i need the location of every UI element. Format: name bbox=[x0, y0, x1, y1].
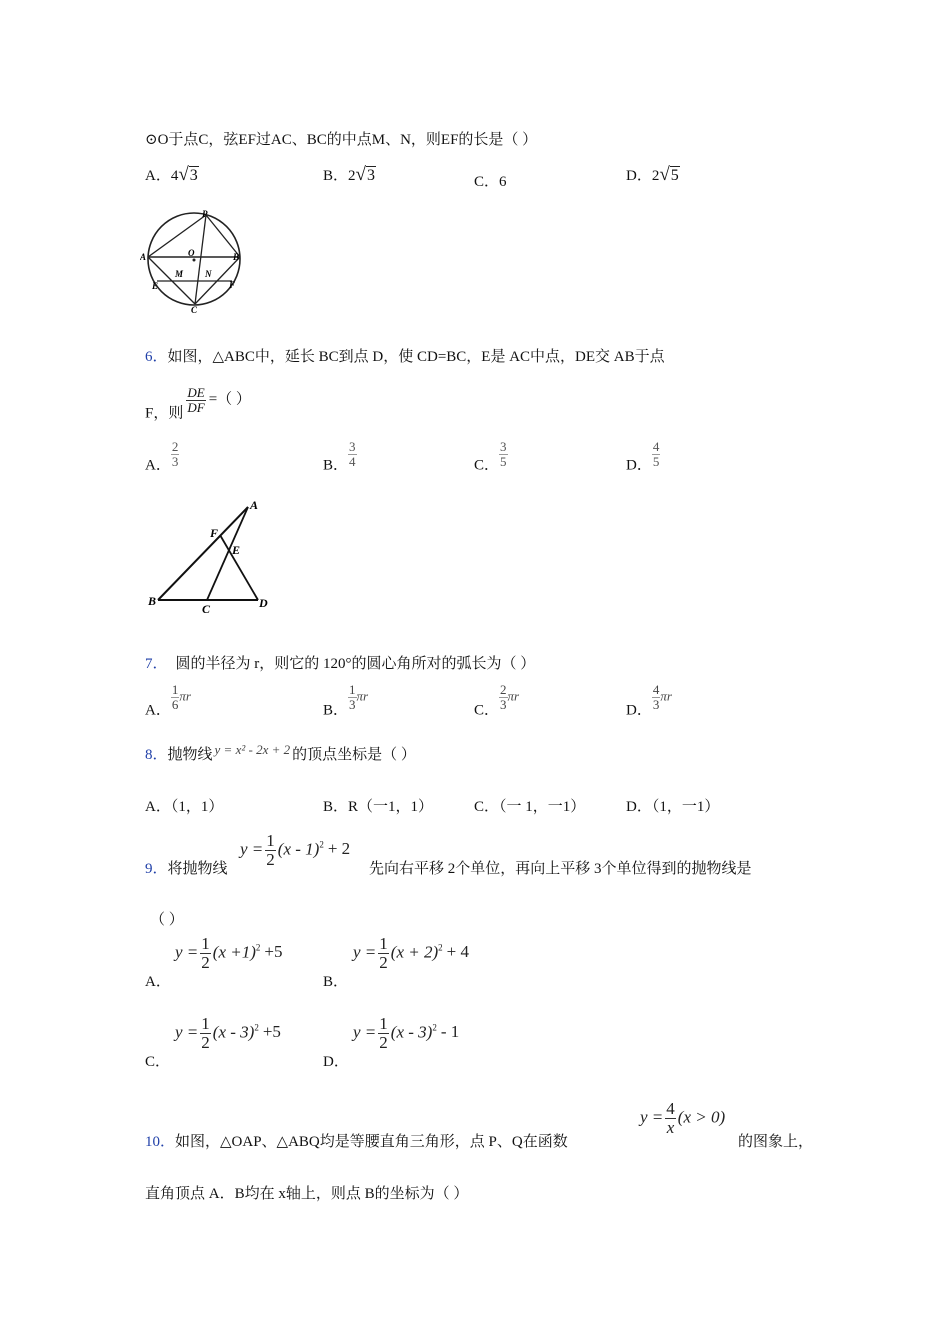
formula-condition: (x > 0) bbox=[677, 1107, 726, 1127]
pi-r: πr bbox=[507, 688, 520, 704]
fraction-numerator: 1 bbox=[379, 934, 388, 953]
fraction-numerator: 1 bbox=[201, 934, 210, 953]
q5-option-c[interactable] bbox=[474, 170, 507, 191]
radicand: 3 bbox=[189, 167, 198, 184]
pi-r: πr bbox=[179, 688, 191, 704]
formula-exponent: 2 bbox=[438, 942, 443, 953]
q6-option-b[interactable] bbox=[323, 440, 357, 475]
fraction-denominator: 3 bbox=[652, 696, 660, 712]
q6-option-a[interactable] bbox=[145, 440, 179, 475]
option-label: B． bbox=[323, 974, 349, 990]
option-formula bbox=[175, 935, 282, 972]
formula-fraction bbox=[378, 1015, 389, 1052]
fraction-numerator: 1 bbox=[171, 682, 179, 697]
q9-stem-suffix: 先向右平移 2个单位，再向上平移 3个单位得到的抛物线是 bbox=[369, 861, 752, 877]
option-fraction bbox=[348, 440, 357, 468]
label-a: A bbox=[250, 498, 259, 512]
fraction-numerator: 4 bbox=[652, 682, 660, 697]
question-number: 7． bbox=[145, 656, 168, 672]
formula-body: (x - 1) bbox=[277, 839, 320, 859]
fraction-numerator: 4 bbox=[652, 439, 660, 454]
coefficient: 2 bbox=[651, 168, 660, 184]
formula-tail: + 4 bbox=[446, 942, 469, 962]
label-f: F bbox=[210, 526, 219, 540]
fraction-denominator: 2 bbox=[379, 1032, 388, 1052]
option-label: B． bbox=[323, 799, 349, 815]
radicand: 3 bbox=[366, 167, 375, 184]
q8-stem bbox=[145, 742, 416, 764]
q7-option-d[interactable] bbox=[626, 683, 672, 720]
option-fraction bbox=[348, 683, 357, 711]
option-formula bbox=[353, 935, 469, 972]
formula-fraction bbox=[200, 1015, 211, 1052]
option-label: B． bbox=[323, 457, 349, 474]
fraction-denominator: 2 bbox=[201, 1032, 210, 1052]
formula-body: (x +1) bbox=[212, 942, 256, 962]
option-label: D． bbox=[626, 702, 652, 719]
option-label: D． bbox=[626, 168, 652, 184]
fraction-denominator: 2 bbox=[379, 952, 388, 972]
stem-prefix: F，则 bbox=[145, 405, 184, 422]
formula-body: (x - 3) bbox=[390, 1022, 433, 1042]
option-value: （一 1，一1） bbox=[499, 799, 586, 815]
option-value: R（一1，1） bbox=[348, 799, 434, 815]
formula-lhs: y = bbox=[240, 839, 264, 859]
q9-blank: （ ） bbox=[150, 912, 184, 928]
q10-stem-line2: 直角顶点 A．B均在 x轴上，则点 B的坐标为（ ） bbox=[145, 1186, 469, 1202]
q9-stem-prefix bbox=[145, 857, 228, 878]
option-fraction bbox=[499, 683, 508, 711]
fraction-denominator: 2 bbox=[201, 952, 210, 972]
label-n: N bbox=[205, 269, 212, 279]
coefficient: 2 bbox=[348, 168, 356, 184]
option-label: B． bbox=[323, 702, 349, 719]
fraction-denominator: 4 bbox=[349, 453, 356, 469]
label-f: F bbox=[229, 280, 236, 290]
option-value: （1，1） bbox=[170, 799, 224, 815]
option-label: C． bbox=[474, 457, 500, 474]
option-value: 6 bbox=[499, 174, 507, 190]
pi-r: πr bbox=[356, 688, 369, 704]
option-label: A． bbox=[145, 799, 171, 815]
q6-stem-line2 bbox=[145, 386, 251, 423]
stem-prefix: 抛物线 bbox=[167, 747, 213, 763]
fraction-denominator: 6 bbox=[171, 696, 179, 712]
fraction-numerator: 4 bbox=[666, 1099, 675, 1118]
stem-suffix: =（ ） bbox=[208, 391, 251, 408]
q6-triangle-figure bbox=[140, 495, 280, 615]
fraction-denominator: DF bbox=[187, 399, 205, 415]
formula-fraction bbox=[665, 1100, 676, 1137]
fraction-numerator: 1 bbox=[266, 831, 275, 850]
pi-r: πr bbox=[660, 688, 672, 704]
option-label: C． bbox=[474, 174, 500, 190]
option-label: A． bbox=[145, 168, 171, 184]
q5-stem: ⊙O于点C，弦EF过AC、BC的中点M、N，则EF的长是（ ） bbox=[145, 132, 538, 148]
stem-prefix: 如图，△OAP、△ABQ均是等腰直角三角形，点 P、Q在函数 bbox=[175, 1134, 568, 1150]
formula-body: (x - 3) bbox=[212, 1022, 255, 1042]
label-o: O bbox=[188, 248, 195, 258]
q8-option-a[interactable] bbox=[145, 795, 223, 816]
option-formula bbox=[353, 1015, 459, 1052]
formula-fraction bbox=[378, 935, 389, 972]
formula-tail: +5 bbox=[264, 942, 283, 962]
fraction-numerator: 2 bbox=[500, 682, 507, 697]
option-fraction bbox=[652, 440, 661, 468]
q8-option-b[interactable] bbox=[323, 795, 433, 816]
formula-lhs: y = bbox=[175, 942, 199, 962]
formula-lhs: y = bbox=[640, 1107, 664, 1127]
q10-stem bbox=[145, 1130, 568, 1151]
option-fraction bbox=[171, 440, 180, 468]
formula-exponent: 2 bbox=[319, 839, 324, 850]
label-e: E bbox=[152, 281, 159, 291]
label-b: B bbox=[233, 252, 240, 262]
sqrt-expression bbox=[652, 164, 680, 186]
formula-fraction bbox=[265, 832, 276, 869]
question-number: 10． bbox=[145, 1134, 176, 1150]
option-label: D． bbox=[323, 1054, 349, 1070]
parabola-formula: y = x² - 2x + 2 bbox=[214, 742, 291, 757]
radical-sign: √ bbox=[355, 164, 366, 185]
radical-sign: √ bbox=[659, 164, 670, 185]
fraction-numerator: 3 bbox=[500, 439, 507, 454]
fraction-denominator: 5 bbox=[652, 453, 660, 469]
radical-sign: √ bbox=[178, 164, 189, 185]
option-label: D． bbox=[626, 457, 652, 474]
fraction-numerator: 2 bbox=[171, 439, 179, 454]
fraction-denominator: 3 bbox=[349, 696, 356, 712]
ratio-fraction bbox=[186, 386, 205, 414]
label-p: P bbox=[202, 209, 208, 219]
question-number: 9． bbox=[145, 861, 168, 877]
q10-stem-suffix: 的图象上， bbox=[738, 1134, 814, 1150]
q6-option-d[interactable] bbox=[626, 440, 660, 475]
sqrt-expression bbox=[348, 164, 376, 186]
fraction-denominator: 3 bbox=[171, 453, 179, 469]
option-value: （1，一1） bbox=[651, 799, 720, 815]
fraction-numerator: 1 bbox=[379, 1014, 388, 1033]
label-m: M bbox=[175, 269, 184, 279]
q6-stem bbox=[145, 345, 665, 366]
coefficient: 4 bbox=[170, 168, 179, 184]
formula-body: (x + 2) bbox=[390, 942, 439, 962]
question-number: 8． bbox=[145, 747, 168, 763]
q6-option-c[interactable] bbox=[474, 440, 508, 475]
stem-suffix: 的顶点坐标是（ ） bbox=[292, 747, 416, 763]
sqrt-expression bbox=[171, 164, 199, 186]
stem-prefix: 将抛物线 bbox=[167, 861, 228, 877]
formula-tail: + 2 bbox=[327, 839, 351, 859]
fraction-numerator: 3 bbox=[349, 439, 356, 454]
q5-option-b[interactable] bbox=[323, 164, 376, 186]
fraction-denominator: 2 bbox=[266, 849, 275, 869]
q8-option-c[interactable] bbox=[474, 795, 585, 816]
label-e: E bbox=[232, 543, 241, 557]
label-d: D bbox=[259, 596, 268, 610]
fraction-numerator: 1 bbox=[349, 682, 356, 697]
fraction-numerator: DE bbox=[187, 385, 205, 400]
option-label: A． bbox=[145, 702, 171, 719]
q5-option-d[interactable] bbox=[626, 164, 680, 186]
option-label: B． bbox=[323, 168, 349, 184]
option-label: C． bbox=[474, 702, 500, 719]
question-number: 6． bbox=[145, 349, 168, 365]
option-label: C． bbox=[474, 799, 500, 815]
fraction-denominator: 5 bbox=[500, 453, 507, 469]
label-a: A bbox=[140, 252, 147, 262]
option-label: A． bbox=[145, 974, 171, 990]
formula-tail: +5 bbox=[262, 1022, 281, 1042]
formula-fraction bbox=[200, 935, 211, 972]
formula-exponent: 2 bbox=[255, 942, 261, 953]
q7-option-a[interactable] bbox=[145, 683, 191, 720]
fraction-numerator: 1 bbox=[201, 1014, 210, 1033]
q7-stem bbox=[145, 652, 535, 673]
formula-exponent: 2 bbox=[254, 1022, 259, 1033]
q10-formula bbox=[640, 1100, 725, 1137]
q5-option-a[interactable] bbox=[145, 164, 199, 186]
q5-circle-figure bbox=[140, 205, 250, 315]
option-fraction bbox=[499, 440, 508, 468]
formula-lhs: y = bbox=[353, 942, 377, 962]
q7-option-b[interactable] bbox=[323, 683, 368, 720]
q9-formula bbox=[240, 832, 350, 869]
q7-option-c[interactable] bbox=[474, 683, 519, 720]
label-c: C bbox=[191, 305, 198, 315]
formula-tail: - 1 bbox=[440, 1022, 460, 1042]
radicand: 5 bbox=[670, 167, 679, 184]
formula-lhs: y = bbox=[353, 1022, 377, 1042]
q8-option-d[interactable] bbox=[626, 795, 719, 816]
label-b: B bbox=[148, 594, 157, 608]
fraction-denominator: 3 bbox=[500, 696, 507, 712]
formula-lhs: y = bbox=[175, 1022, 199, 1042]
option-formula bbox=[175, 1015, 281, 1052]
option-label: C． bbox=[145, 1054, 171, 1070]
question-text: 如图，△ABC中，延长 BC到点 D，使 CD=BC，E是 AC中点，DE交 AB于点 bbox=[167, 349, 665, 365]
option-label: A． bbox=[145, 457, 171, 474]
fraction-denominator: x bbox=[666, 1117, 675, 1137]
question-text: 圆的半径为 r，则它的 120°的圆心角所对的弧长为（ ） bbox=[175, 656, 536, 672]
label-c: C bbox=[202, 602, 211, 615]
formula-exponent: 2 bbox=[432, 1022, 437, 1033]
option-label: D． bbox=[626, 799, 652, 815]
